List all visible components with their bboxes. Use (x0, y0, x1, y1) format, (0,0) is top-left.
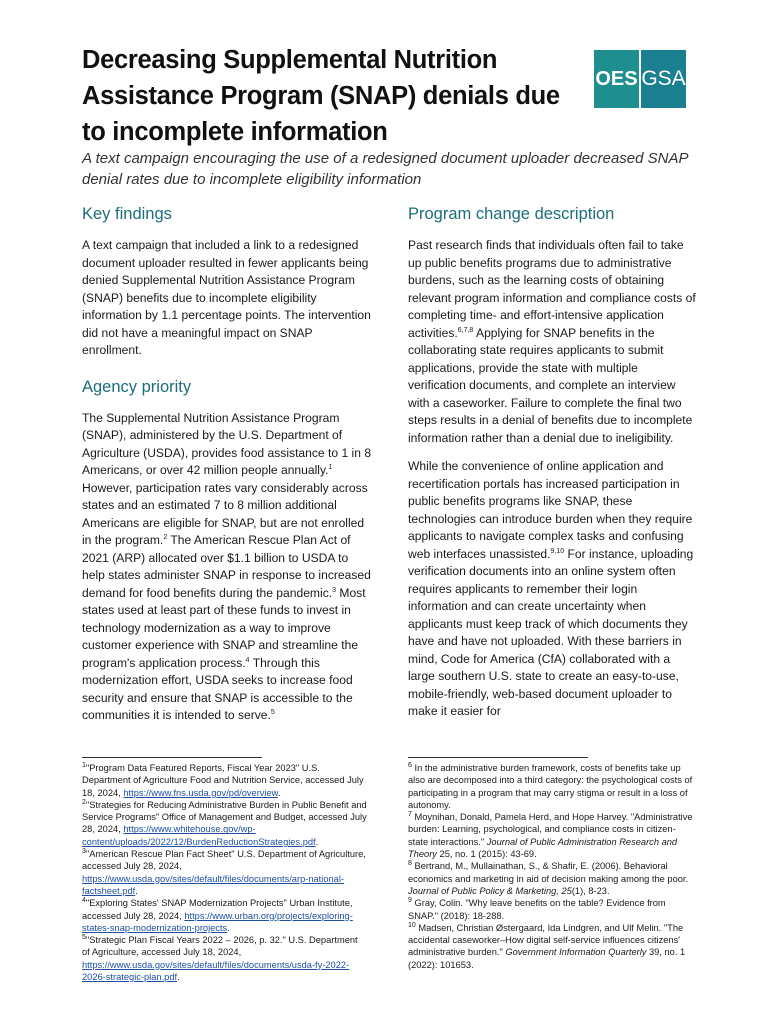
footnote-number: 7 (408, 811, 412, 819)
key-findings-heading: Key findings (82, 205, 172, 223)
footnote-ref: 2 (163, 533, 168, 541)
agency-priority-text (82, 410, 374, 725)
agency-priority-sentence: Through this modernization effort, USDA seeks to increase food security and ensure that SNAP is accessible to the communities it is intended to serve. (82, 655, 353, 722)
footnote-text: In the administrative burden framework, costs of benefits take up also are decomposed into a third category: the psychological costs of participating in a program that may carry stigma or result in a loss of autonomy. (408, 763, 693, 810)
footnotes-right (408, 762, 693, 971)
agency-priority-sentence: The Supplemental Nutrition Assistance Program (SNAP), administered by the U.S. Department of Agriculture (USDA), provides food assistance to 1 in 8 Americans, or over 42 million people annually. (82, 410, 372, 477)
footnote-ref: 9,10 (550, 547, 565, 555)
footnote-text: "Exploring States' SNAP Modernization Projects" Urban Institute, accessed July 28, 2024, (82, 898, 353, 921)
footnote-item (408, 860, 693, 897)
program-change-heading: Program change description (408, 205, 615, 223)
agency-priority-sentence: Most states used at least part of these funds to invest in technology modernization as a way to improve customer experience with SNAP and streamline the program's application process. (82, 585, 366, 670)
footnote-number: 5 (82, 934, 86, 942)
footnote-text: "Program Data Featured Reports, Fiscal Year 2023" U.S. Department of Agriculture Food and Nutrition Service, accessed July 18, 2024, (82, 763, 364, 798)
footnote-number: 8 (408, 860, 412, 868)
footnote-tail: (1), 8-23. (571, 885, 610, 896)
agency-priority-sentence: However, participation rates vary considerably across states and an estimated 7 to 8 million additional Americans are eligible for SNAP, but are not enrolled in the program. (82, 480, 368, 547)
footnote-item (408, 922, 693, 971)
footnote-text: Madsen, Christian Østergaard, Ida Lindgren, and Ulf Melin. "The accidental caseworker–How digital self-service influences citizens' administrative burden." (408, 922, 684, 958)
program-change-sentence: Past research finds that individuals often fail to take up public benefits programs due to administrative burdens, such as the learning costs of obtaining relevant program information and compliance costs of completing time- and effort-intensive application activities. (408, 238, 696, 340)
footnote-number: 3 (82, 847, 86, 855)
footnote-item (408, 897, 693, 922)
program-change-sentence: Applying for SNAP benefits in the collaborating state requires applicants to submit applications, provide the state with multiple verification documents, and complete an interview with a caseworker. Failure to complete the final two steps results in a denial of benefits due to incomplete information rather than a denial due to ineligibility. (408, 325, 693, 445)
footnote-tail: . (315, 836, 319, 847)
footnote-item (82, 762, 367, 799)
right-column (408, 203, 698, 721)
footnote-item (82, 848, 367, 897)
footnote-divider (82, 757, 262, 758)
program-change-paragraph-2 (408, 458, 698, 721)
program-change-sentence: While the convenience of online application and recertification portals has increased participation in public benefits programs like SNAP, these technologies can introduce burden when they require applicants to navigate complex tasks and confusing web interfaces unassisted. (408, 459, 693, 561)
footnote-divider (408, 757, 588, 758)
footnote-tail: 25, no. 1 (2015): 43-69. (436, 849, 537, 860)
footnote-item (82, 799, 367, 848)
footnote-number: 1 (82, 761, 86, 769)
page-subtitle: A text campaign encouraging the use of a redesigned document uploader decreased SNAP denial rates due to incomplete eligibility information (82, 150, 688, 188)
footnote-ref: 6,7,8 (457, 326, 474, 334)
footnote-journal: Government Information Quarterly (505, 947, 647, 958)
gsa-logo: GSA (641, 50, 686, 108)
footnote-number: 10 (408, 921, 416, 929)
footnote-tail: . (277, 787, 281, 798)
footnote-tail: 39, no. 1 (2022): 101653. (408, 947, 686, 970)
footnote-journal: Journal of Public Administration Research and Theory (408, 836, 678, 860)
footnote-tail: . (227, 922, 230, 933)
footnote-text: "Strategic Plan Fiscal Years 2022 – 2026, p. 32." U.S. Department of Agriculture, accessed July 18, 2024, (82, 935, 358, 958)
program-change-paragraph-1 (408, 237, 698, 447)
footnote-item (82, 897, 367, 934)
footnote-number: 2 (82, 798, 86, 806)
footnote-ref: 3 (332, 586, 337, 594)
footnote-tail: . (135, 885, 138, 896)
page-title: Decreasing Supplemental Nutrition Assistance Program (SNAP) denials due to incomplete information (82, 46, 560, 146)
footnote-number: 9 (408, 897, 412, 905)
logo-group (594, 50, 686, 108)
footnote-number: 4 (82, 897, 86, 905)
footnote-text: "Strategies for Reducing Administrative Burden in Public Benefit and Service Programs" Office of Management and Budget, accessed July 28, 2024, (82, 799, 367, 835)
footnote-link[interactable]: https://www.usda.gov/sites/default/files/documents/arp-national-factsheet.pdf (82, 873, 344, 896)
footnote-item (408, 811, 693, 860)
footnote-link[interactable]: https://www.urban.org/projects/exploring-states-snap-modernization-projects (82, 910, 353, 933)
footnote-ref: 1 (328, 463, 333, 471)
agency-priority-sentence: The American Rescue Plan Act of 2021 (ARP) allocated over $1.1 billion to USDA to help states administer SNAP in response to increased demand for food benefits during the pandemic. (82, 533, 371, 600)
footnote-tail: . (177, 972, 180, 983)
footnote-journal: Journal of Public Policy & Marketing, 25 (408, 885, 572, 896)
footnote-ref: 5 (270, 708, 275, 716)
footnote-link[interactable]: https://www.whitehouse.gov/wp-content/uploads/2022/12/BurdenReductionStrategies.pdf (82, 824, 316, 847)
footnote-number: 6 (408, 761, 412, 769)
key-findings-text: A text campaign that included a link to a redesigned document uploader resulted in fewer applicants being denied Supplemental Nutrition Assistance Program (SNAP) benefits due to incomplete eligibility information by 1.1 percentage points. The intervention did not have a meaningful impact on SNAP enrollment. (82, 238, 371, 357)
left-column (82, 203, 374, 725)
footnote-text: Bertrand, M., Mullainathan, S., & Shafir, E. (2006). Behavioral economics and marketing in aid of decision making among the poor. (408, 861, 689, 884)
footnote-text: "American Rescue Plan Fact Sheet" U.S. Department of Agriculture, accessed July 28, 2024, (82, 849, 366, 872)
oes-logo: OES (594, 50, 639, 108)
footnotes-left (82, 762, 367, 983)
footnote-item (82, 934, 367, 983)
footnote-text: Gray, Colin. "Why leave benefits on the table? Evidence from SNAP." (2018): 18-288. (408, 898, 666, 921)
footnote-link[interactable]: https://www.fns.usda.gov/pd/overview (123, 787, 278, 798)
program-change-sentence: For instance, uploading verification documents into an online system often requires applicants to remember their login information and can create uncertainty when applicants must keep track of which documents they have and have not uploaded. With these barriers in mind, Code for America (CfA) collaborated with a large southern U.S. state to create an easy-to-use, mobile-friendly, web-based document uploader to make it easier for (408, 546, 694, 718)
footnote-link[interactable]: https://www.usda.gov/sites/default/files/documents/usda-fy-2022-2026-strategic-plan.pdf (82, 959, 350, 983)
footnote-text: Moynihan, Donald, Pamela Herd, and Hope Harvey. "Administrative burden: Learning, psychological, and compliance costs in citizen-state interactions." (408, 812, 693, 847)
footnote-item (408, 762, 693, 811)
footnote-ref: 4 (245, 656, 250, 664)
agency-priority-heading: Agency priority (82, 377, 192, 396)
